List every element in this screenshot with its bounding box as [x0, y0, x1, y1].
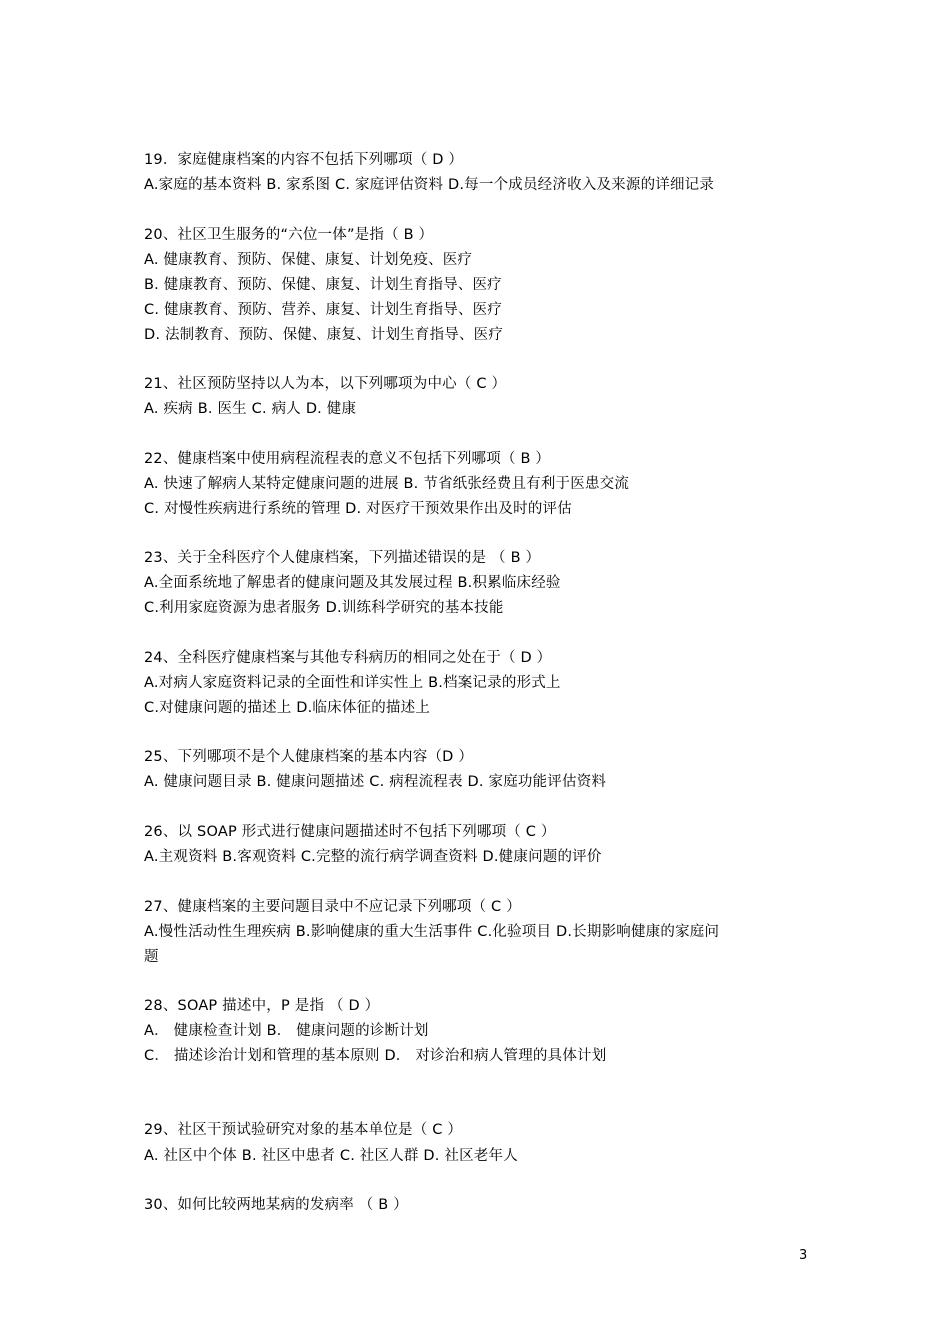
options-28-ab: A． 健康检查计划 B． 健康问题的诊断计划 — [144, 1023, 429, 1039]
options-27: A.慢性活动性生理疾病 B.影响健康的重大生活事件 C.化验项目 D.长期影响健康的家庭问 — [144, 924, 720, 940]
question-26: 26、以 SOAP 形式进行健康问题描述时不包括下列哪项（ C ） — [144, 824, 556, 840]
question-29: 29、社区干预试验研究对象的基本单位是（ C ） — [144, 1122, 463, 1138]
option-20-c: C. 健康教育、预防、营养、康复、计划生育指导、医疗 — [144, 302, 503, 318]
options-25: A. 健康问题目录 B. 健康问题描述 C. 病程流程表 D. 家庭功能评估资料 — [144, 774, 607, 790]
question-25: 25、下列哪项不是个人健康档案的基本内容（D ） — [144, 749, 474, 765]
question-30: 30、如何比较两地某病的发病率 （ B ） — [144, 1197, 408, 1213]
options-29: A. 社区中个体 B. 社区中患者 C. 社区人群 D. 社区老年人 — [144, 1148, 518, 1164]
page-number: 3 — [799, 1248, 808, 1263]
options-22-cd: C. 对慢性疾病进行系统的管理 D. 对医疗干预效果作出及时的评估 — [144, 501, 572, 517]
options-28-cd: C． 描述诊治计划和管理的基本原则 D． 对诊治和病人管理的具体计划 — [144, 1048, 607, 1064]
option-20-a: A. 健康教育、预防、保健、康复、计划免疫、医疗 — [144, 252, 473, 268]
question-19: 19．家庭健康档案的内容不包括下列哪项（ D ） — [144, 152, 464, 168]
options-26: A.主观资料 B.客观资料 C.完整的流行病学调查资料 D.健康问题的评价 — [144, 849, 602, 865]
question-21: 21、社区预防坚持以人为本，以下列哪项为中心（ C ） — [144, 376, 507, 392]
question-24: 24、全科医疗健康档案与其他专科病历的相同之处在于（ D ） — [144, 650, 552, 666]
question-20: 20、社区卫生服务的“六位一体”是指（ B ） — [144, 227, 434, 243]
question-27: 27、健康档案的主要问题目录中不应记录下列哪项（ C ） — [144, 899, 521, 915]
question-22: 22、健康档案中使用病程流程表的意义不包括下列哪项（ B ） — [144, 451, 551, 467]
option-20-d: D. 法制教育、预防、保健、康复、计划生育指导、医疗 — [144, 327, 504, 343]
options-21: A. 疾病 B. 医生 C. 病人 D. 健康 — [144, 401, 357, 417]
option-20-b: B. 健康教育、预防、保健、康复、计划生育指导、医疗 — [144, 277, 502, 293]
options-19: A.家庭的基本资料 B. 家系图 C. 家庭评估资料 D.每一个成员经济收入及来源的详细记录 — [144, 177, 715, 193]
options-22-ab: A. 快速了解病人某特定健康问题的进展 B. 节省纸张经费且有利于医患交流 — [144, 476, 630, 492]
options-24-cd: C.对健康问题的描述上 D.临床体征的描述上 — [144, 700, 431, 716]
options-27-wrap: 题 — [144, 949, 159, 965]
options-23-ab: A.全面系统地了解患者的健康问题及其发展过程 B.积累临床经验 — [144, 575, 561, 591]
question-23: 23、关于全科医疗个人健康档案，下列描述错误的是 （ B ） — [144, 550, 541, 566]
question-28: 28、SOAP 描述中，P 是指 （ D ） — [144, 998, 380, 1014]
options-23-cd: C.利用家庭资源为患者服务 D.训练科学研究的基本技能 — [144, 600, 504, 616]
options-24-ab: A.对病人家庭资料记录的全面性和详实性上 B.档案记录的形式上 — [144, 675, 561, 691]
